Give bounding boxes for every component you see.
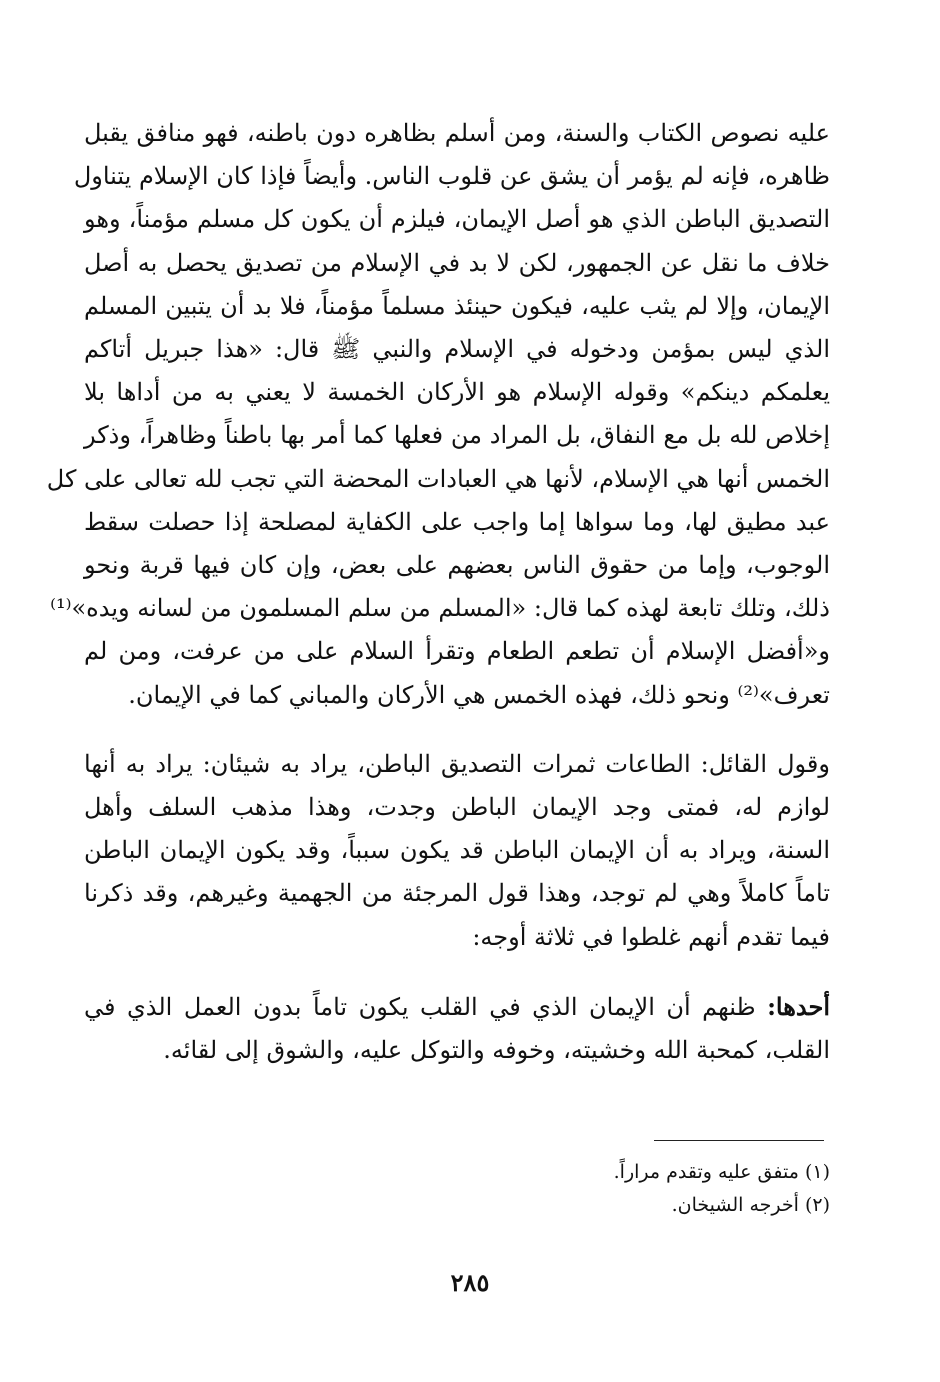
footnotes	[614, 1156, 830, 1222]
text-line: الذي ليس بمؤمن ودخوله في الإسلام والنبي ﷺ قال: «هذا جبريل أتاكم	[84, 335, 830, 364]
footnote-divider	[654, 1140, 824, 1141]
text-line: و«أفضل الإسلام أن تطعم الطعام وتقرأ السلام على من عرفت، ومن لم	[84, 637, 830, 666]
text-line: القلب، كمحبة الله وخشيته، وخوفه والتوكل عليه، والشوق إلى لقائه.	[163, 1036, 830, 1065]
paragraph-2	[84, 743, 830, 959]
text-line: يعلمكم دينكم» وقوله الإسلام هو الأركان الخمسة لا يعني به من أداها بلا	[84, 378, 830, 407]
text-line: تاماً كاملاً وهي لم توجد، وهذا قول المرجئة من الجهمية وغيرهم، وقد ذكرنا	[84, 879, 830, 908]
text-line: إخلاص لله بل مع النفاق، بل المراد من فعلها كما أمر بها باطناً وظاهراً، وذكر	[84, 421, 830, 450]
text-line: الخمس أنها هي الإسلام، لأنها هي العبادات المحضة التي تجب لله تعالى على كل	[46, 464, 830, 493]
text-line: خلاف ما نقل عن الجمهور، لكن لا بد في الإسلام من تصديق يحصل به أصل	[84, 248, 830, 277]
text-line: الإيمان، وإلا لم يثب عليه، فيكون حينئذ مسلماً مؤمناً، فلا بد أن يتبين المسلم	[84, 291, 830, 320]
paragraph-lead: أحدها:	[767, 991, 830, 1021]
text-line: عليه نصوص الكتاب والسنة، ومن أسلم بظاهره دون باطنه، فهو منافق يقبل	[84, 119, 830, 147]
text-line: فيما تقدم أنهم غلطوا في ثلاثة أوجه:	[472, 922, 830, 951]
text-line: ظاهره، فإنه لم يؤمر أن يشق عن قلوب الناس. وأيضاً فإذا كان الإسلام يتناول	[73, 162, 830, 191]
paragraph-1	[46, 112, 830, 717]
page-body	[46, 112, 830, 1072]
text-line: ذلك، وتلك تابعة لهذه كما قال: «المسلم من سلم المسلمون من لسانه ويده»⁽¹⁾	[50, 594, 830, 623]
text-line	[84, 985, 830, 1029]
footnote-1: (١) متفق عليه وتقدم مراراً.	[613, 1161, 830, 1183]
text-line: لوازم له، فمتى وجد الإيمان الباطن وجدت، وهذا مذهب السلف وأهل	[84, 793, 830, 822]
footnote-2: (٢) أخرجه الشيخان.	[671, 1194, 830, 1216]
text-line: وقول القائل: الطاعات ثمرات التصديق الباطن، يراد به شيئان: يراد به أنها	[84, 749, 830, 778]
text-line: عبد مطيق لها، وما سواها إما واجب على الكفاية لمصلحة إذا حصلت سقط	[84, 507, 830, 536]
paragraph-3	[84, 985, 830, 1072]
text-line: تعرف»⁽²⁾ ونحو ذلك، فهذه الخمس هي الأركان والمباني كما في الإيمان.	[128, 680, 830, 709]
text-line: التصديق الباطن الذي هو أصل الإيمان، فيلزم أن يكون كل مسلم مؤمناً، وهو	[84, 205, 830, 234]
page-number: ٢٨٥	[450, 1268, 490, 1297]
text-line: السنة، ويراد به أن الإيمان الباطن قد يكون سبباً، وقد يكون الإيمان الباطن	[84, 836, 830, 865]
text-line: الوجوب، وإما من حقوق الناس بعضهم على بعض، وإن كان فيها قربة ونحو	[84, 551, 830, 580]
text-span: ظنهم أن الإيمان الذي في القلب يكون تاماً بدون العمل الذي في	[84, 992, 768, 1021]
